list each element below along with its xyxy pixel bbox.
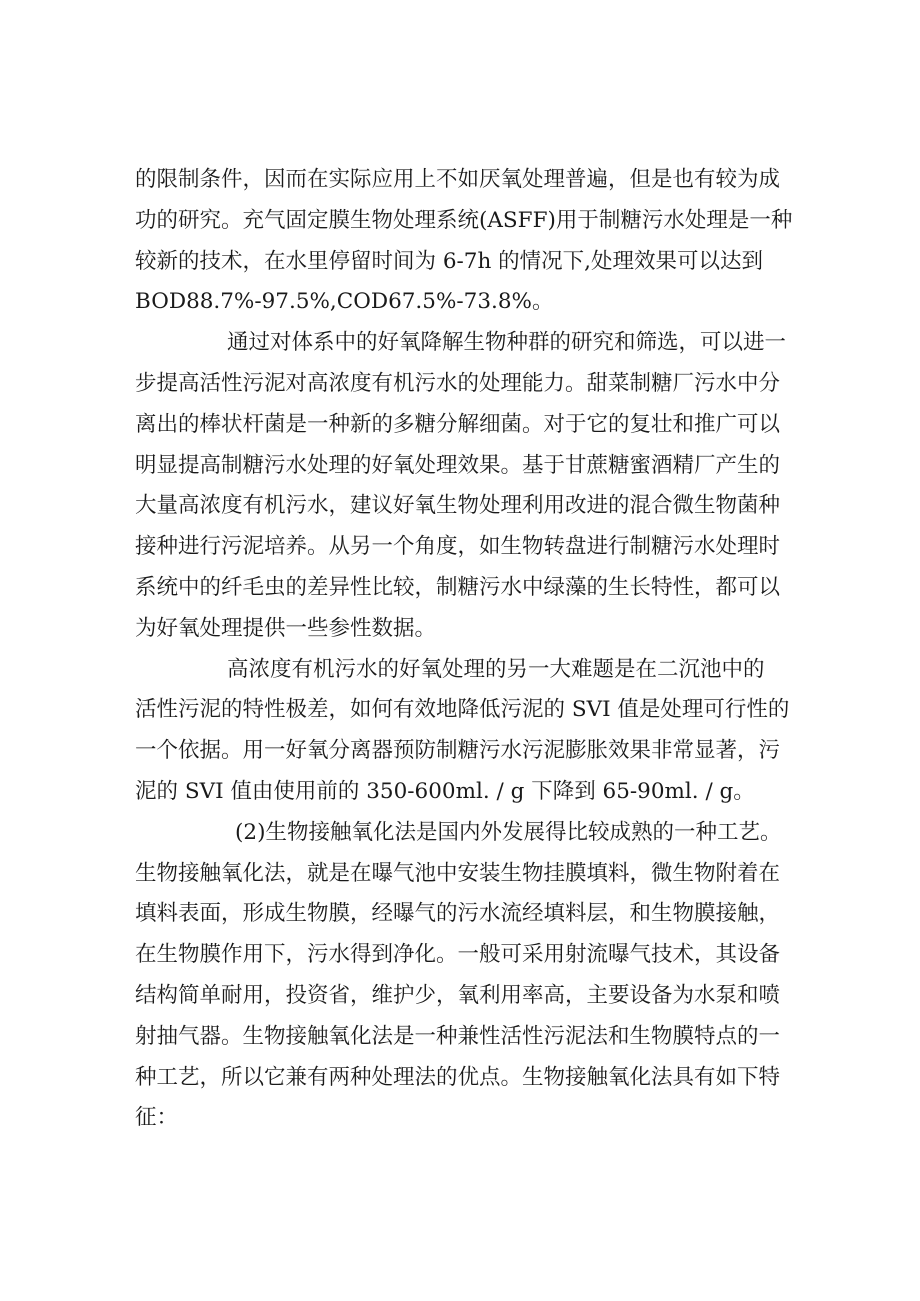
text-line: 泥的 SVI 值由使用前的 350-600ml. / g 下降到 65-90ml. / g。 bbox=[135, 778, 755, 804]
text-line: 射抽气器。生物接触氧化法是一种兼性活性污泥法和生物膜特点的一 bbox=[135, 1023, 781, 1049]
text-line: 一个依据。用一好氧分离器预防制糖污水污泥膨胀效果非常显著，污 bbox=[135, 738, 781, 764]
text-line: BOD88.7%-97.5%,COD67.5%-73.8%。 bbox=[135, 289, 554, 315]
paragraph-4 bbox=[135, 813, 800, 1139]
text-line: (2)生物接触氧化法是国内外发展得比较成熟的一种工艺。 bbox=[235, 819, 782, 845]
text-line: 功的研究。充气固定膜生物处理系统(ASFF)用于制糖污水处理是一种 bbox=[135, 207, 793, 233]
text-line: 活性污泥的特性极差，如何有效地降低污泥的 SVI 值是处理可行性的 bbox=[135, 697, 790, 723]
text-line: 生物接触氧化法，就是在曝气池中安装生物挂膜填料，微生物附着在 bbox=[135, 860, 781, 886]
text-line: 高浓度有机污水的好氧处理的另一大难题是在二沉池中的 bbox=[227, 656, 765, 682]
text-line: 的限制条件，因而在实际应用上不如厌氧处理普遍，但是也有较为成 bbox=[135, 167, 781, 192]
text-line: 离出的棒状杆菌是一种新的多糖分解细菌。对于它的复壮和推广可以 bbox=[135, 411, 781, 437]
text-line: 接种进行污泥培养。从另一个角度，如生物转盘进行制糖污水处理时 bbox=[135, 534, 781, 560]
text-line: 填料表面，形成生物膜，经曝气的污水流经填料层，和生物膜接触， bbox=[135, 901, 781, 927]
text-line: 明显提高制糖污水处理的好氧处理效果。基于甘蔗糖蜜酒精厂产生的 bbox=[135, 452, 781, 478]
text-line: 种工艺，所以它兼有两种处理法的优点。生物接触氧化法具有如下特 bbox=[135, 1064, 781, 1090]
paragraph-2 bbox=[135, 323, 800, 649]
body-text bbox=[135, 160, 800, 1139]
text-line: 结构简单耐用，投资省，维护少，氧利用率高，主要设备为水泵和喷 bbox=[135, 982, 781, 1008]
text-line: 大量高浓度有机污水，建议好氧生物处理利用改进的混合微生物菌种 bbox=[135, 493, 781, 519]
text-line: 步提高活性污泥对高浓度有机污水的处理能力。甜菜制糖厂污水中分 bbox=[135, 370, 781, 396]
paragraph-1 bbox=[135, 160, 800, 323]
text-line: 较新的技术，在水里停留时间为 6-7h 的情况下,处理效果可以达到 bbox=[135, 248, 763, 274]
text-line: 系统中的纤毛虫的差异性比较，制糖污水中绿藻的生长特性，都可以 bbox=[135, 574, 781, 600]
text-line: 在生物膜作用下，污水得到净化。一般可采用射流曝气技术，其设备 bbox=[135, 942, 781, 968]
text-line: 为好氧处理提供一些参性数据。 bbox=[135, 615, 437, 641]
text-line: 通过对体系中的好氧降解生物种群的研究和筛选，可以进一 bbox=[227, 330, 787, 356]
text-line: 征： bbox=[135, 1105, 179, 1131]
paragraph-3 bbox=[135, 650, 800, 813]
